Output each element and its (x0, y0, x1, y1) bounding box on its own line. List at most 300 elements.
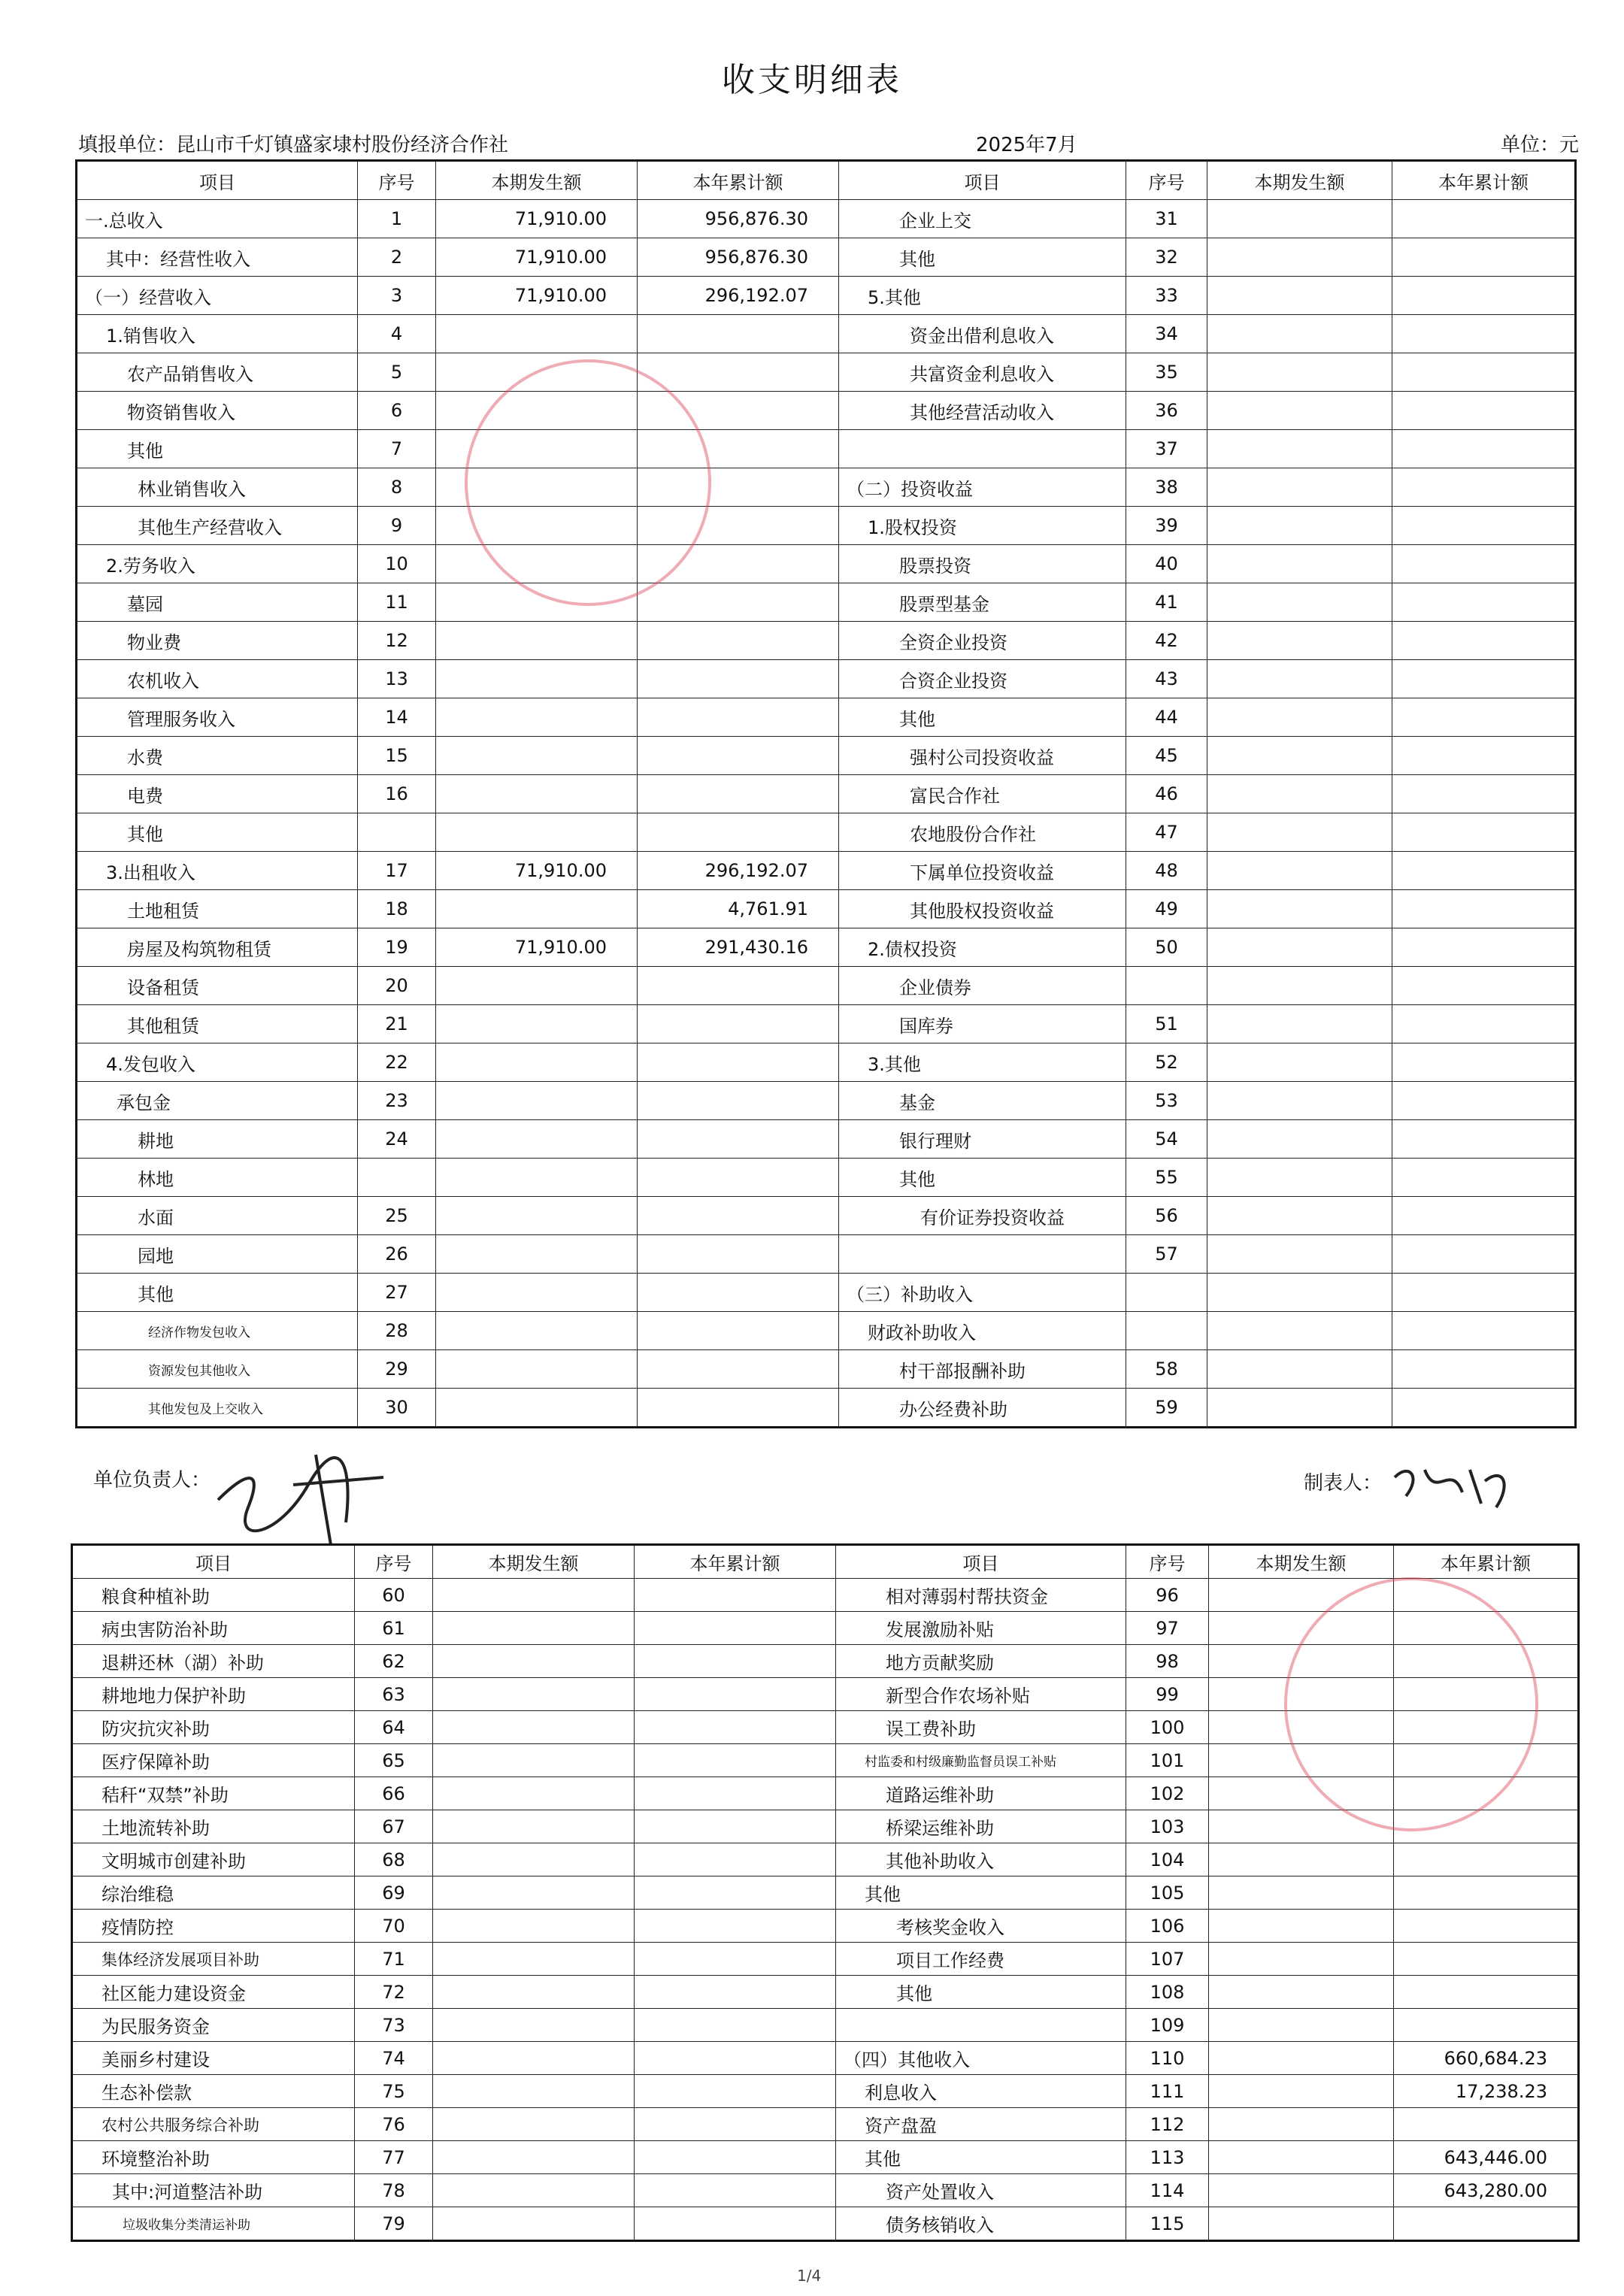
col-header: 序号 (1126, 1545, 1209, 1579)
current-period-amount (1207, 775, 1392, 813)
current-period-amount (436, 813, 638, 852)
seq-number: 107 (1126, 1943, 1209, 1976)
current-period-amount (436, 737, 638, 775)
year-cumulative-amount (1392, 622, 1576, 660)
item-name: 债务核销收入 (836, 2207, 1126, 2241)
current-period-amount (1207, 507, 1392, 545)
preparer-signature (1391, 1455, 1519, 1515)
year-cumulative-amount (1392, 1235, 1576, 1274)
year-cumulative-amount (635, 2207, 836, 2241)
year-cumulative-amount (635, 2141, 836, 2174)
year-cumulative-amount (638, 1389, 839, 1428)
seq-number: 57 (1126, 1235, 1207, 1274)
item-name: 病虫害防治补助 (72, 1612, 355, 1645)
year-cumulative-amount (635, 1910, 836, 1943)
year-cumulative-amount (1392, 813, 1576, 852)
seq-number: 71 (355, 1943, 433, 1976)
year-cumulative-amount (635, 2075, 836, 2108)
item-name: 3.其他 (839, 1043, 1126, 1082)
table-row (72, 2075, 1579, 2108)
year-cumulative-amount: 17,238.23 (1394, 2075, 1579, 2108)
current-period-amount (433, 2009, 635, 2042)
item-name: 土地流转补助 (72, 1810, 355, 1843)
seq-number: 34 (1126, 315, 1207, 353)
current-period-amount (433, 1810, 635, 1843)
item-name: 2.劳务收入 (77, 545, 358, 583)
current-period-amount (1207, 1389, 1392, 1428)
item-name: 财政补助收入 (839, 1312, 1126, 1350)
seq-number: 28 (358, 1312, 436, 1350)
table-row (77, 775, 1576, 813)
item-name: 其他发包及上交收入 (77, 1389, 358, 1428)
current-period-amount (1209, 1910, 1394, 1943)
seq-number: 75 (355, 2075, 433, 2108)
current-period-amount (433, 2174, 635, 2207)
table-row (77, 698, 1576, 737)
year-cumulative-amount (1392, 1159, 1576, 1197)
seq-number: 24 (358, 1120, 436, 1159)
year-cumulative-amount (638, 353, 839, 392)
seq-number: 50 (1126, 928, 1207, 967)
item-name: （二）投资收益 (839, 468, 1126, 507)
seq-number: 64 (355, 1711, 433, 1744)
current-period-amount (433, 2042, 635, 2075)
item-name: 社区能力建设资金 (72, 1976, 355, 2009)
seq-number: 55 (1126, 1159, 1207, 1197)
year-cumulative-amount (1394, 1976, 1579, 2009)
col-header: 序号 (355, 1545, 433, 1579)
item-name: 医疗保障补助 (72, 1744, 355, 1777)
seq-number: 105 (1126, 1876, 1209, 1910)
current-period-amount (1207, 430, 1392, 468)
current-period-amount (1207, 545, 1392, 583)
year-cumulative-amount (1392, 583, 1576, 622)
current-period-amount (1209, 1976, 1394, 2009)
item-name: 办公经费补助 (839, 1389, 1126, 1428)
item-name (839, 1235, 1126, 1274)
item-name: 富民合作社 (839, 775, 1126, 813)
current-period-amount (1207, 315, 1392, 353)
seq-number: 26 (358, 1235, 436, 1274)
seq-number: 68 (355, 1843, 433, 1876)
seq-number: 21 (358, 1005, 436, 1043)
year-cumulative-amount (638, 1197, 839, 1235)
item-name: 股票投资 (839, 545, 1126, 583)
col-header: 项目 (77, 161, 358, 200)
seq-number: 18 (358, 890, 436, 928)
seq-number: 48 (1126, 852, 1207, 890)
item-name: 企业债券 (839, 967, 1126, 1005)
table-row (72, 2207, 1579, 2241)
year-cumulative-amount (1392, 1389, 1576, 1428)
seq-number: 108 (1126, 1976, 1209, 2009)
seq-number: 62 (355, 1645, 433, 1678)
seq-number: 13 (358, 660, 436, 698)
seq-number: 39 (1126, 507, 1207, 545)
seq-number: 60 (355, 1579, 433, 1612)
seq-number: 23 (358, 1082, 436, 1120)
year-cumulative-amount (635, 1777, 836, 1810)
year-cumulative-amount (635, 1843, 836, 1876)
item-name: 秸秆“双禁”补助 (72, 1777, 355, 1810)
table-row (72, 2108, 1579, 2141)
item-name: 基金 (839, 1082, 1126, 1120)
current-period-amount (433, 1976, 635, 2009)
item-name: 房屋及构筑物租赁 (77, 928, 358, 967)
item-name: 利息收入 (836, 2075, 1126, 2108)
table-row (77, 1389, 1576, 1428)
table-row (72, 1976, 1579, 2009)
item-name: 农地股份合作社 (839, 813, 1126, 852)
item-name: 资源发包其他收入 (77, 1350, 358, 1389)
table-row (72, 2141, 1579, 2174)
table-row (77, 583, 1576, 622)
col-header: 本年累计额 (635, 1545, 836, 1579)
seq-number: 31 (1126, 200, 1207, 238)
seq-number: 61 (355, 1612, 433, 1645)
col-header: 本年累计额 (638, 161, 839, 200)
current-period-amount (436, 315, 638, 353)
table-row (77, 737, 1576, 775)
item-name (836, 2009, 1126, 2042)
year-cumulative-amount (1392, 353, 1576, 392)
seq-number: 70 (355, 1910, 433, 1943)
year-cumulative-amount (1392, 1043, 1576, 1082)
item-name: 全资企业投资 (839, 622, 1126, 660)
item-name: 1.股权投资 (839, 507, 1126, 545)
currency-unit: 单位：元 (1501, 134, 1580, 156)
year-cumulative-amount (638, 967, 839, 1005)
table-row (72, 1876, 1579, 1910)
seq-number: 1 (358, 200, 436, 238)
item-name: 疫情防控 (72, 1910, 355, 1943)
col-header: 序号 (358, 161, 436, 200)
year-cumulative-amount: 643,446.00 (1394, 2141, 1579, 2174)
seq-number: 37 (1126, 430, 1207, 468)
year-cumulative-amount (635, 1711, 836, 1744)
year-cumulative-amount (638, 1350, 839, 1389)
seq-number: 44 (1126, 698, 1207, 737)
item-name: 土地租赁 (77, 890, 358, 928)
seq-number: 4 (358, 315, 436, 353)
seq-number: 97 (1126, 1612, 1209, 1645)
item-name: 1.销售收入 (77, 315, 358, 353)
year-cumulative-amount: 296,192.07 (638, 277, 839, 315)
table-row (77, 928, 1576, 967)
item-name: 道路运维补助 (836, 1777, 1126, 1810)
year-cumulative-amount (1392, 737, 1576, 775)
seq-number: 6 (358, 392, 436, 430)
item-name: 企业上交 (839, 200, 1126, 238)
item-name: 水面 (77, 1197, 358, 1235)
seq-number: 19 (358, 928, 436, 967)
current-period-amount (1209, 2075, 1394, 2108)
seq-number (358, 1159, 436, 1197)
seq-number (1126, 1312, 1207, 1350)
year-cumulative-amount (638, 583, 839, 622)
item-name: 生态补偿款 (72, 2075, 355, 2108)
seq-number: 113 (1126, 2141, 1209, 2174)
item-name: 其他补助收入 (836, 1843, 1126, 1876)
item-name: 管理服务收入 (77, 698, 358, 737)
current-period-amount (436, 890, 638, 928)
item-name: 退耕还林（湖）补助 (72, 1645, 355, 1678)
table-row (77, 622, 1576, 660)
item-name: 垃圾收集分类清运补助 (72, 2207, 355, 2241)
seq-number: 104 (1126, 1843, 1209, 1876)
year-cumulative-amount (638, 1312, 839, 1350)
table-row (77, 1197, 1576, 1235)
table-row (72, 1910, 1579, 1943)
seq-number: 27 (358, 1274, 436, 1312)
item-name: 电费 (77, 775, 358, 813)
item-name: 农机收入 (77, 660, 358, 698)
year-cumulative-amount (638, 698, 839, 737)
item-name: 其他生产经营收入 (77, 507, 358, 545)
seq-number: 32 (1126, 238, 1207, 277)
current-period-amount (1207, 1082, 1392, 1120)
seq-number: 114 (1126, 2174, 1209, 2207)
item-name: 林地 (77, 1159, 358, 1197)
seq-number: 43 (1126, 660, 1207, 698)
current-period-amount (436, 967, 638, 1005)
current-period-amount (1209, 1876, 1394, 1910)
seq-number: 17 (358, 852, 436, 890)
item-name (839, 430, 1126, 468)
item-name: （三）补助收入 (839, 1274, 1126, 1312)
table-row (77, 852, 1576, 890)
reporting-unit: 填报单位：昆山市千灯镇盛家埭村股份经济合作社 (78, 134, 509, 156)
item-name: 其他 (77, 430, 358, 468)
seq-number: 74 (355, 2042, 433, 2075)
item-name: 经济作物发包收入 (77, 1312, 358, 1350)
year-cumulative-amount (1392, 315, 1576, 353)
current-period-amount (433, 2141, 635, 2174)
year-cumulative-amount: 956,876.30 (638, 238, 839, 277)
item-name: 耕地 (77, 1120, 358, 1159)
current-period-amount: 71,910.00 (436, 200, 638, 238)
item-name: 合资企业投资 (839, 660, 1126, 698)
table-row (77, 890, 1576, 928)
current-period-amount (1207, 1350, 1392, 1389)
current-period-amount (433, 1843, 635, 1876)
year-cumulative-amount (1394, 2009, 1579, 2042)
current-period-amount (1207, 1312, 1392, 1350)
seq-number: 100 (1126, 1711, 1209, 1744)
year-cumulative-amount (1394, 1843, 1579, 1876)
year-cumulative-amount (1392, 660, 1576, 698)
year-cumulative-amount (1392, 277, 1576, 315)
seq-number: 106 (1126, 1910, 1209, 1943)
current-period-amount (1207, 353, 1392, 392)
year-cumulative-amount (635, 2108, 836, 2141)
current-period-amount (1207, 583, 1392, 622)
col-header: 项目 (836, 1545, 1126, 1579)
seq-number: 45 (1126, 737, 1207, 775)
year-cumulative-amount (1392, 928, 1576, 967)
item-name: 物资销售收入 (77, 392, 358, 430)
seq-number: 2 (358, 238, 436, 277)
year-cumulative-amount: 956,876.30 (638, 200, 839, 238)
item-name: 村干部报酬补助 (839, 1350, 1126, 1389)
seq-number: 54 (1126, 1120, 1207, 1159)
seq-number: 30 (358, 1389, 436, 1428)
seq-number: 10 (358, 545, 436, 583)
item-name: 耕地地力保护补助 (72, 1678, 355, 1711)
seq-number: 49 (1126, 890, 1207, 928)
current-period-amount (1209, 1943, 1394, 1976)
current-period-amount (1207, 890, 1392, 928)
item-name: 农村公共服务综合补助 (72, 2108, 355, 2141)
table-row (77, 1005, 1576, 1043)
current-period-amount (433, 1943, 635, 1976)
seq-number: 67 (355, 1810, 433, 1843)
year-cumulative-amount (638, 622, 839, 660)
seq-number: 52 (1126, 1043, 1207, 1082)
seq-number: 66 (355, 1777, 433, 1810)
table-row (77, 1274, 1576, 1312)
seq-number: 12 (358, 622, 436, 660)
current-period-amount (1207, 392, 1392, 430)
current-period-amount: 71,910.00 (436, 277, 638, 315)
year-cumulative-amount (1392, 967, 1576, 1005)
year-cumulative-amount (1394, 2108, 1579, 2141)
item-name: 防灾抗灾补助 (72, 1711, 355, 1744)
col-header: 项目 (839, 161, 1126, 200)
seq-number (1126, 1274, 1207, 1312)
seq-number: 76 (355, 2108, 433, 2141)
current-period-amount (436, 1235, 638, 1274)
item-name: 物业费 (77, 622, 358, 660)
year-cumulative-amount (638, 1082, 839, 1120)
seq-number: 103 (1126, 1810, 1209, 1843)
red-seal-stamp (1284, 1577, 1538, 1831)
year-cumulative-amount (1394, 2207, 1579, 2241)
year-cumulative-amount (635, 1645, 836, 1678)
item-name: 粮食种植补助 (72, 1579, 355, 1612)
seq-number: 63 (355, 1678, 433, 1711)
current-period-amount (436, 1274, 638, 1312)
current-period-amount (436, 1312, 638, 1350)
item-name: 共富资金利息收入 (839, 353, 1126, 392)
year-cumulative-amount (1392, 200, 1576, 238)
current-period-amount (1207, 698, 1392, 737)
item-name: 墓园 (77, 583, 358, 622)
year-cumulative-amount (1392, 1082, 1576, 1120)
current-period-amount (1207, 852, 1392, 890)
col-header: 本期发生额 (1207, 161, 1392, 200)
item-name: 国库券 (839, 1005, 1126, 1043)
item-name: 发展激励补贴 (836, 1612, 1126, 1645)
year-cumulative-amount (635, 2174, 836, 2207)
seq-number: 111 (1126, 2075, 1209, 2108)
item-name: 银行理财 (839, 1120, 1126, 1159)
table-row (77, 507, 1576, 545)
table-row (72, 2042, 1579, 2075)
seq-number: 101 (1126, 1744, 1209, 1777)
table-row (77, 1120, 1576, 1159)
table-row (77, 1159, 1576, 1197)
seq-number: 115 (1126, 2207, 1209, 2241)
current-period-amount: 71,910.00 (436, 928, 638, 967)
col-header: 本年累计额 (1392, 161, 1576, 200)
col-header: 项目 (72, 1545, 355, 1579)
table-row (77, 1312, 1576, 1350)
year-cumulative-amount (1392, 507, 1576, 545)
item-name: 其他 (836, 1976, 1126, 2009)
seq-number: 33 (1126, 277, 1207, 315)
table-row (77, 1235, 1576, 1274)
year-cumulative-amount (1394, 1943, 1579, 1976)
current-period-amount (436, 1159, 638, 1197)
current-period-amount (1209, 2009, 1394, 2042)
item-name: 桥梁运维补助 (836, 1810, 1126, 1843)
year-cumulative-amount (635, 1579, 836, 1612)
year-cumulative-amount: 660,684.23 (1394, 2042, 1579, 2075)
current-period-amount (1207, 622, 1392, 660)
table-row (72, 1943, 1579, 1976)
current-period-amount (433, 2108, 635, 2141)
seq-number: 41 (1126, 583, 1207, 622)
seq-number: 14 (358, 698, 436, 737)
item-name: 其他 (836, 2141, 1126, 2174)
table-row (77, 277, 1576, 315)
seq-number: 58 (1126, 1350, 1207, 1389)
item-name: 集体经济发展项目补助 (72, 1943, 355, 1976)
year-cumulative-amount (638, 775, 839, 813)
current-period-amount (1207, 1235, 1392, 1274)
seq-number: 110 (1126, 2042, 1209, 2075)
current-period-amount (436, 1005, 638, 1043)
year-cumulative-amount (1392, 698, 1576, 737)
table-row (77, 392, 1576, 430)
current-period-amount (1207, 737, 1392, 775)
item-name: 其中：经营性收入 (77, 238, 358, 277)
seq-number: 46 (1126, 775, 1207, 813)
year-cumulative-amount (638, 1274, 839, 1312)
seq-number: 7 (358, 430, 436, 468)
seq-number: 25 (358, 1197, 436, 1235)
current-period-amount: 71,910.00 (436, 238, 638, 277)
item-name: 一.总收入 (77, 200, 358, 238)
seq-number: 77 (355, 2141, 433, 2174)
seq-number: 11 (358, 583, 436, 622)
table-row (77, 967, 1576, 1005)
seq-number: 40 (1126, 545, 1207, 583)
year-cumulative-amount (635, 1943, 836, 1976)
preparer-label: 制表人： (1304, 1472, 1383, 1495)
current-period-amount (433, 1645, 635, 1678)
current-period-amount: 71,910.00 (436, 852, 638, 890)
current-period-amount (436, 775, 638, 813)
item-name: 其他 (839, 1159, 1126, 1197)
seq-number: 59 (1126, 1389, 1207, 1428)
seq-number: 5 (358, 353, 436, 392)
current-period-amount (1207, 277, 1392, 315)
year-cumulative-amount (1392, 1197, 1576, 1235)
seq-number: 99 (1126, 1678, 1209, 1711)
table-row (77, 545, 1576, 583)
current-period-amount (436, 660, 638, 698)
item-name: 林业销售收入 (77, 468, 358, 507)
current-period-amount (1207, 200, 1392, 238)
seq-number: 112 (1126, 2108, 1209, 2141)
seq-number: 78 (355, 2174, 433, 2207)
current-period-amount (1207, 238, 1392, 277)
year-cumulative-amount (1392, 1312, 1576, 1350)
year-cumulative-amount (638, 1005, 839, 1043)
item-name: 水费 (77, 737, 358, 775)
